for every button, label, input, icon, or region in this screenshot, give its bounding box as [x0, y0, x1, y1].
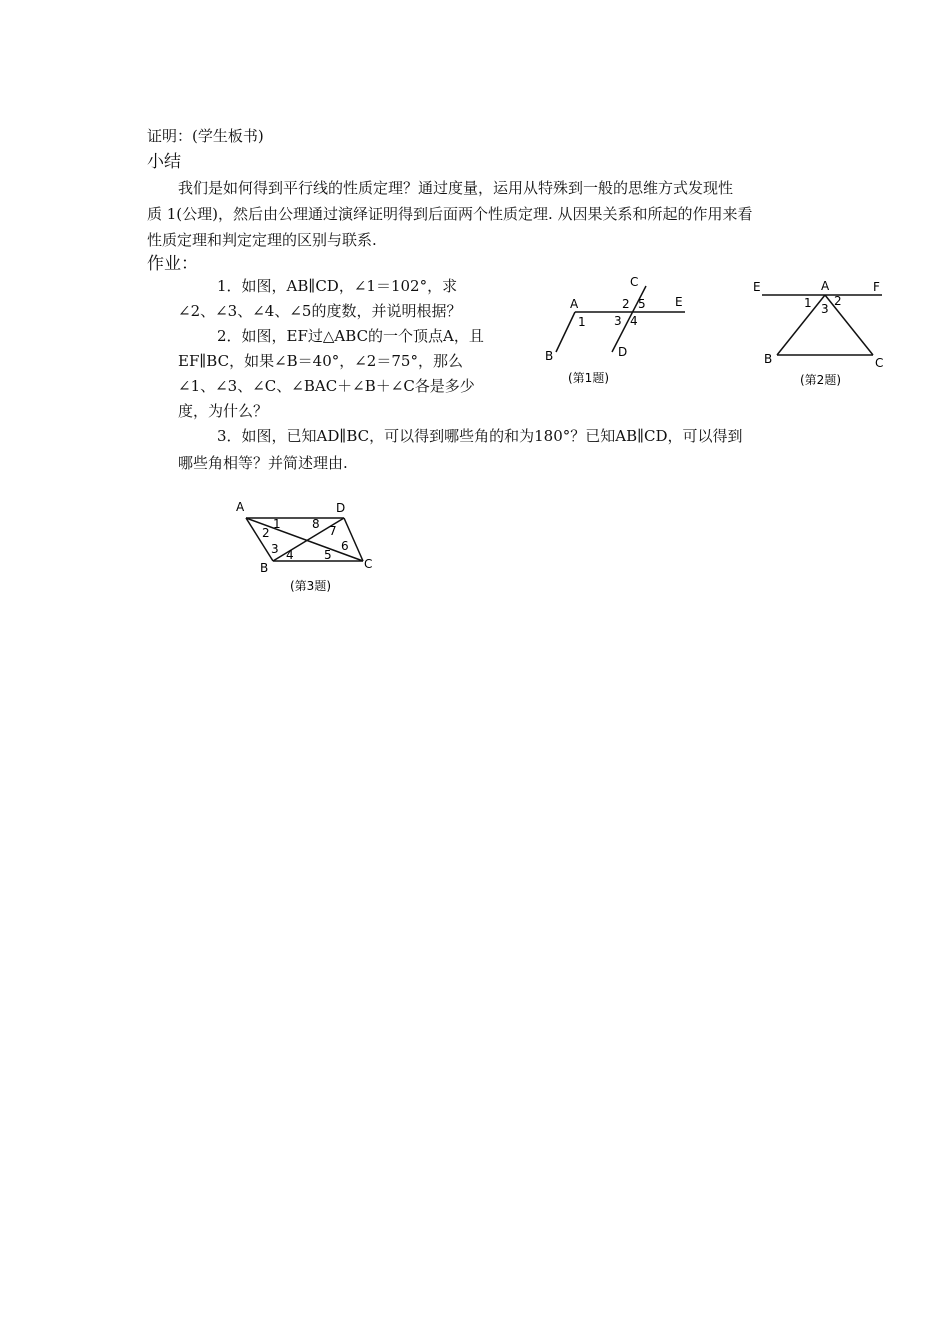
summary-heading: 小结 [147, 152, 181, 172]
homework-line-5: ∠1、∠3、∠C、∠BAC＋∠B＋∠C各是多少 [178, 377, 475, 395]
fig1-angle-4: 4 [630, 314, 638, 328]
fig2-point-f: F [873, 280, 880, 294]
summary-line-1: 我们是如何得到平行线的性质定理？通过度量，运用从特殊到一般的思维方式发现性 [178, 179, 734, 197]
homework-line-6: 度，为什么？ [178, 402, 269, 420]
fig1-point-c: C [630, 275, 639, 289]
homework-line-3: 2．如图，EF过△ABC的一个顶点A，且 [217, 327, 484, 345]
fig1-point-b: B [545, 349, 554, 363]
fig2-point-b: B [764, 352, 773, 366]
fig3-angle-2: 2 [262, 526, 270, 540]
fig2-point-a: A [821, 279, 830, 293]
fig3-angle-6: 6 [341, 539, 349, 553]
fig1-caption: (第1题) [568, 371, 609, 385]
proof-line: 证明：(学生板书) [147, 127, 264, 145]
homework-line-4: EF∥BC，如果∠B＝40°，∠2＝75°，那么 [178, 352, 463, 370]
fig3-point-d: D [336, 501, 346, 515]
fig1-point-d: D [618, 345, 628, 359]
fig2-point-c: C [875, 356, 884, 370]
fig1-angle-2: 2 [622, 297, 630, 311]
fig2-caption: (第2题) [800, 373, 841, 387]
figure-3 [228, 492, 388, 602]
fig3-caption: (第3题) [290, 579, 331, 593]
fig1-angle-3: 3 [614, 314, 622, 328]
fig2-angle-2: 2 [834, 294, 842, 308]
summary-line-3: 性质定理和判定定理的区别与联系. [147, 231, 377, 249]
fig2-point-e: E [753, 280, 761, 294]
fig1-angle-5: 5 [638, 297, 646, 311]
fig3-angle-7: 7 [329, 524, 337, 538]
fig1-angle-1: 1 [578, 315, 586, 329]
summary-line-2: 质 1(公理)，然后由公理通过演绎证明得到后面两个性质定理. 从因果关系和所起的作用来看 [147, 205, 753, 223]
fig3-point-c: C [364, 557, 373, 571]
homework-line-7: 3．如图，已知AD∥BC，可以得到哪些角的和为180°？已知AB∥CD，可以得到 [217, 427, 743, 445]
fig3-angle-5: 5 [324, 548, 332, 562]
homework-line-2: ∠2、∠3、∠4、∠5的度数，并说明根据？ [178, 302, 462, 320]
figure-1 [530, 270, 700, 395]
fig3-point-b: B [260, 561, 269, 575]
fig3-angle-1: 1 [273, 517, 281, 531]
fig1-point-a: A [570, 297, 579, 311]
fig3-angle-3: 3 [271, 542, 279, 556]
fig3-point-a: A [236, 500, 245, 514]
figure-2 [748, 275, 893, 395]
homework-line-1: 1．如图，AB∥CD，∠1＝102°，求 [217, 277, 458, 295]
fig1-point-e: E [675, 295, 683, 309]
fig2-angle-3: 3 [821, 302, 829, 316]
fig3-angle-8: 8 [312, 517, 320, 531]
homework-heading: 作业： [147, 254, 198, 274]
fig2-angle-1: 1 [804, 296, 812, 310]
homework-line-8: 哪些角相等？并简述理由. [178, 454, 348, 472]
fig3-angle-4: 4 [286, 548, 294, 562]
